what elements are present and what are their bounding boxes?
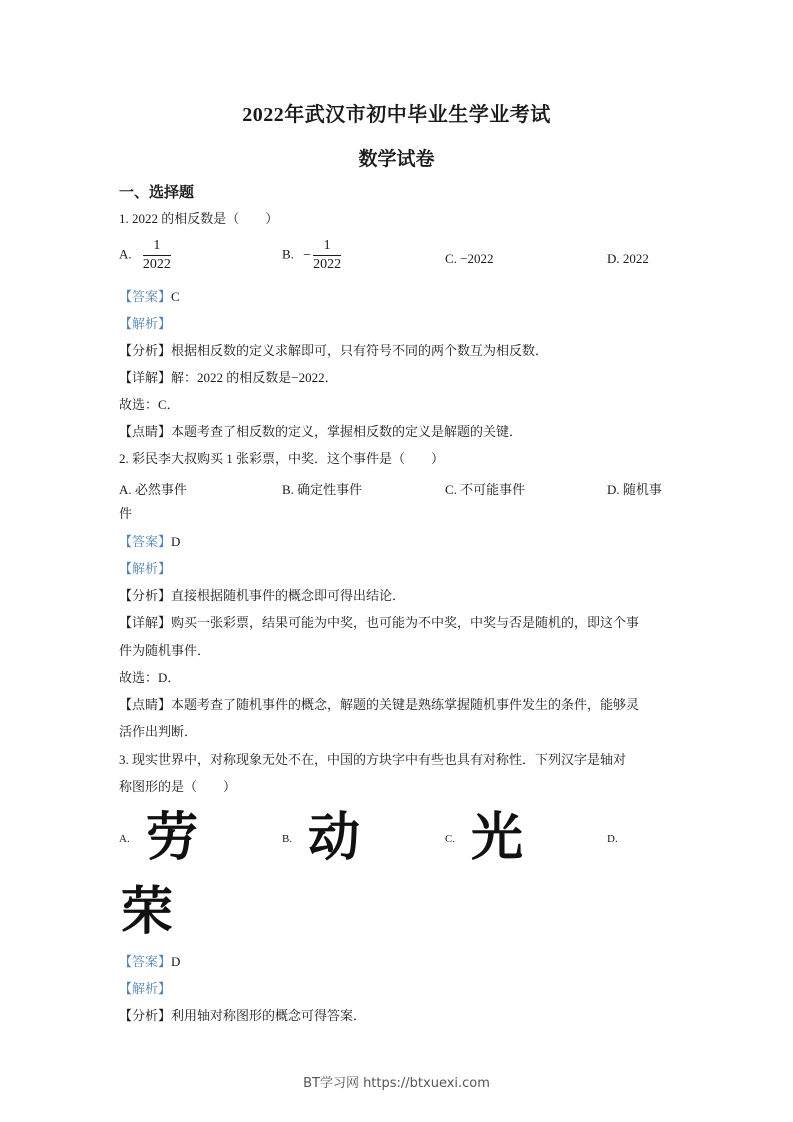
q3-option-c-label: C. <box>445 833 456 845</box>
q1-option-a <box>119 238 171 273</box>
q1-stem: 1. 2022 的相反数是（ ） <box>119 211 279 226</box>
q1-xiangjie <box>119 370 338 386</box>
document-subtitle: 数学试卷 <box>358 149 435 170</box>
q2-guxuan: 故选：D． <box>119 670 181 685</box>
q3-fenxi <box>119 1008 366 1024</box>
answer-tag: 【答案】 <box>119 534 172 549</box>
numerator: 1 <box>143 238 171 256</box>
fenxi-tag: 【分析】 <box>119 343 172 358</box>
jiexi-tag: 【解析】 <box>119 981 172 996</box>
fenxi-text: 根据相反数的定义求解即可，只有符号不同的两个数互为相反数． <box>171 343 549 358</box>
jiexi-tag: 【解析】 <box>119 316 172 331</box>
q3-stem-cont: 称图形的是（ ） <box>119 779 237 794</box>
dianjing-tag: 【点睛】 <box>119 424 172 439</box>
xiangjie-text: 购买一张彩票，结果可能为中奖，也可能为不中奖，中奖与否是随机的，即这个事 <box>171 615 640 630</box>
fraction <box>143 238 171 273</box>
fraction <box>313 238 341 273</box>
answer-value: D <box>171 534 181 549</box>
q2-option-d-wrap: 件 <box>119 506 133 521</box>
minus-sign: − <box>303 247 312 263</box>
q2-fenxi <box>119 588 405 604</box>
q1-answer <box>119 289 180 305</box>
q3-option-b-label: B. <box>282 833 293 845</box>
q2-xiangjie-cont: 件为随机事件． <box>119 643 211 658</box>
option-label: B. <box>282 246 294 262</box>
q1-option-d: D. 2022 <box>607 251 649 266</box>
fenxi-tag: 【分析】 <box>119 588 172 603</box>
denominator: 2022 <box>313 257 342 272</box>
dianjing-tag: 【点睛】 <box>119 697 172 712</box>
q3-stem: 3. 现实世界中，对称现象无处不在，中国的方块字中有些也具有对称性．下列汉字是轴对 <box>119 752 627 767</box>
q3-option-d-char: 荣 <box>121 882 174 942</box>
xiangjie-text: 解：2022 的相反数是−2022． <box>171 370 338 385</box>
q3-option-c-char: 光 <box>471 808 524 868</box>
q3-option-d-label: D. <box>607 833 618 845</box>
q2-answer <box>119 534 180 550</box>
q3-jiexi <box>119 981 171 997</box>
document-title: 2022年武汉市初中毕业生学业考试 <box>242 104 551 126</box>
xiangjie-tag: 【详解】 <box>119 615 172 630</box>
q2-option-a: A. 必然事件 <box>119 482 187 497</box>
answer-tag: 【答案】 <box>119 954 172 969</box>
q1-guxuan: 故选：C． <box>119 397 180 412</box>
q1-jiexi <box>119 316 171 332</box>
q2-option-d: D. 随机事 <box>607 482 662 497</box>
fenxi-text: 直接根据随机事件的概念即可得出结论． <box>171 588 406 603</box>
footer-watermark: BT学习网 https://btxuexi.com <box>303 1076 490 1091</box>
q1-fenxi <box>119 343 548 359</box>
q1-dianjing <box>119 424 522 440</box>
q2-xiangjie <box>119 615 639 631</box>
numerator: 1 <box>313 238 341 256</box>
answer-value: C <box>171 289 180 304</box>
q3-option-a-label: A. <box>119 833 130 845</box>
q1-option-b <box>282 238 341 273</box>
q2-option-c: C. 不可能事件 <box>445 482 526 497</box>
q2-stem: 2. 彩民李大叔购买 1 张彩票，中奖．这个事件是（ ） <box>119 451 445 466</box>
option-label: A. <box>119 246 132 262</box>
dianjing-text: 本题考查了相反数的定义，掌握相反数的定义是解题的关键． <box>171 424 523 439</box>
answer-value: D <box>171 954 181 969</box>
q2-jiexi <box>119 561 171 577</box>
fenxi-tag: 【分析】 <box>119 1008 172 1023</box>
q3-option-a-char: 劳 <box>146 808 199 868</box>
section-heading: 一、选择题 <box>119 185 195 201</box>
fenxi-text: 利用轴对称图形的概念可得答案． <box>171 1008 367 1023</box>
q1-option-c: C. −2022 <box>445 251 494 266</box>
q2-dianjing-cont: 活作出判断． <box>119 724 198 739</box>
denominator: 2022 <box>142 257 171 272</box>
dianjing-text: 本题考查了随机事件的概念，解题的关键是熟练掌握随机事件发生的条件，能够灵 <box>171 697 640 712</box>
q3-option-b-char: 动 <box>308 808 361 868</box>
xiangjie-tag: 【详解】 <box>119 370 172 385</box>
answer-tag: 【答案】 <box>119 289 172 304</box>
q2-dianjing <box>119 697 639 713</box>
jiexi-tag: 【解析】 <box>119 561 172 576</box>
q3-answer <box>119 954 180 970</box>
q2-option-b: B. 确定性事件 <box>282 482 363 497</box>
